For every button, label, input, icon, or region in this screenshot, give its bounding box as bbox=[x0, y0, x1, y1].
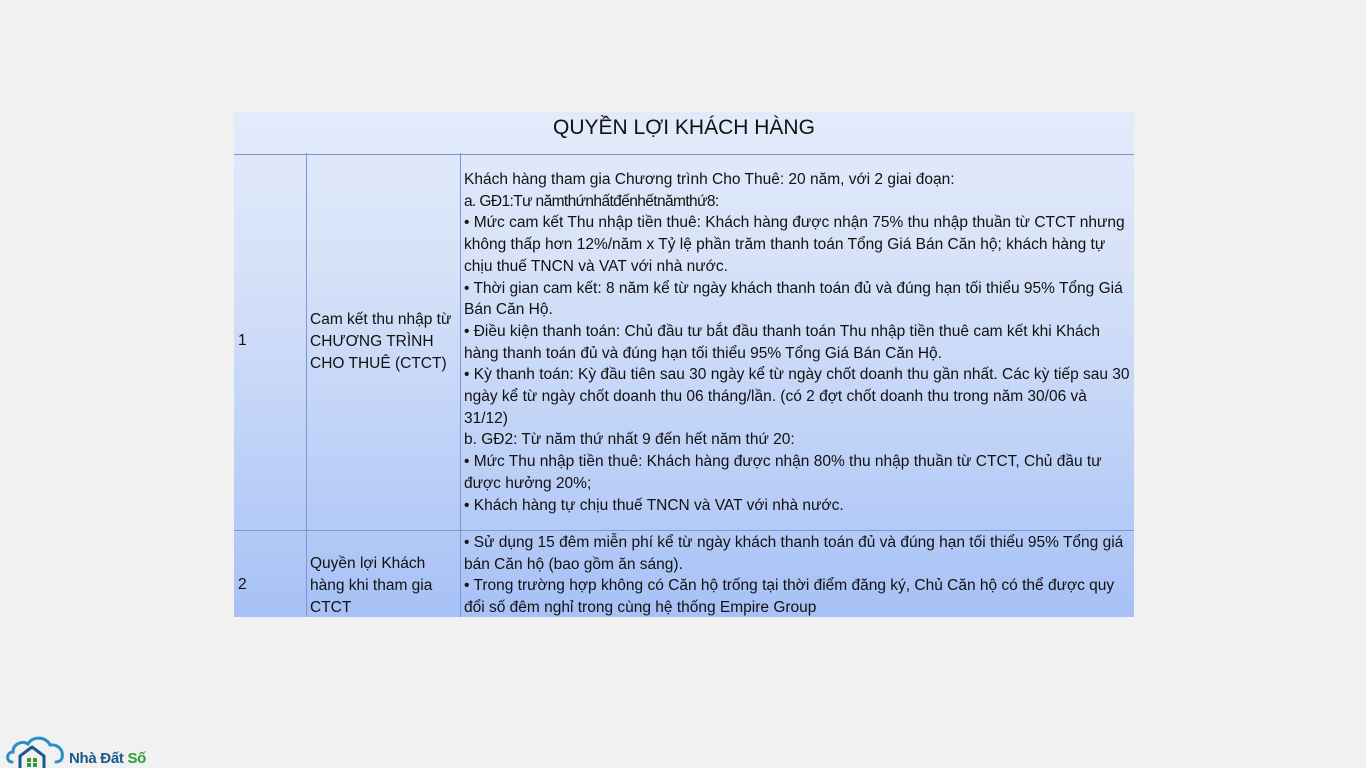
column-divider bbox=[306, 153, 307, 617]
row-content bbox=[464, 532, 1132, 617]
logo-text-part1: Nhà Đất bbox=[69, 750, 128, 767]
logo-text bbox=[69, 750, 146, 767]
content-line: a. GĐ1:Tư nămthứnhấtđếnhếtnămthứ8: bbox=[464, 192, 719, 210]
row-title: Cam kết thu nhập từ CHƯƠNG TRÌNH CHO THUÊ (CTCT) bbox=[310, 311, 452, 372]
row-title: Quyền lợi Khách hàng khi tham gia CTCT bbox=[310, 555, 433, 616]
content-line: • Kỳ thanh toán: Kỳ đầu tiên sau 30 ngày kể từ ngày chốt doanh thu gần nhất. Các kỳ tiếp sau 30 ngày kể từ ngày chốt doanh thu 06 tháng/lần. (có 2 đợt chốt doanh thu trong năm 30/06 và 31/12) bbox=[464, 366, 1130, 427]
content-line: • Mức cam kết Thu nhập tiền thuê: Khách hàng được nhận 75% thu nhập thuần từ CTCT nhưng không thấp hơn 12%/năm x Tỷ lệ phần trăm thanh toán Tổng Giá Bán Căn hộ; khách hàng tự chịu thuế TNCN và VAT với nhà nước. bbox=[464, 214, 1125, 275]
benefits-table bbox=[234, 112, 1134, 617]
row-number: 1 bbox=[238, 332, 247, 349]
row-divider bbox=[234, 530, 1134, 531]
column-divider bbox=[460, 153, 461, 617]
row-number: 2 bbox=[238, 576, 247, 593]
content-line: Khách hàng tham gia Chương trình Cho Thuê: 20 năm, với 2 giai đoạn: bbox=[464, 171, 955, 188]
content-line: • Điều kiện thanh toán: Chủ đầu tư bắt đầu thanh toán Thu nhập tiền thuê cam kết khi Khách hàng thanh toán đủ và đúng hạn tối thiểu 95% Tổng Giá Bán Căn Hộ. bbox=[464, 322, 1100, 362]
content-line: • Trong trường hợp không có Căn hộ trống tại thời điểm đăng ký, Chủ Căn hộ có thể được quy đổi số đêm nghỉ trong cùng hệ thống Empire Group bbox=[464, 577, 1115, 617]
house-cloud-icon bbox=[6, 732, 68, 768]
content-line: • Sử dụng 15 đêm miễn phí kể từ ngày khách thanh toán đủ và đúng hạn tối thiểu 95% Tổng giá bán Căn hộ (bao gồm ăn sáng). bbox=[464, 534, 1124, 573]
content-line: • Thời gian cam kết: 8 năm kể từ ngày khách thanh toán đủ và đúng hạn tối thiểu 95% Tổng Giá Bán Căn Hộ. bbox=[464, 279, 1123, 319]
row-content bbox=[464, 169, 1132, 516]
content-line: • Mức Thu nhập tiền thuê: Khách hàng được nhận 80% thu nhập thuần từ CTCT, Chủ đầu tư được hưởng 20%; bbox=[464, 453, 1102, 492]
content-line: • Khách hàng tự chịu thuế TNCN và VAT với nhà nước. bbox=[464, 496, 844, 514]
logo-text-part2: Số bbox=[127, 750, 147, 767]
table-title: QUYỀN LỢI KHÁCH HÀNG bbox=[234, 112, 1134, 155]
content-line: b. GĐ2: Từ năm thứ nhất 9 đến hết năm thứ 20: bbox=[464, 431, 795, 449]
brand-logo bbox=[6, 732, 166, 768]
